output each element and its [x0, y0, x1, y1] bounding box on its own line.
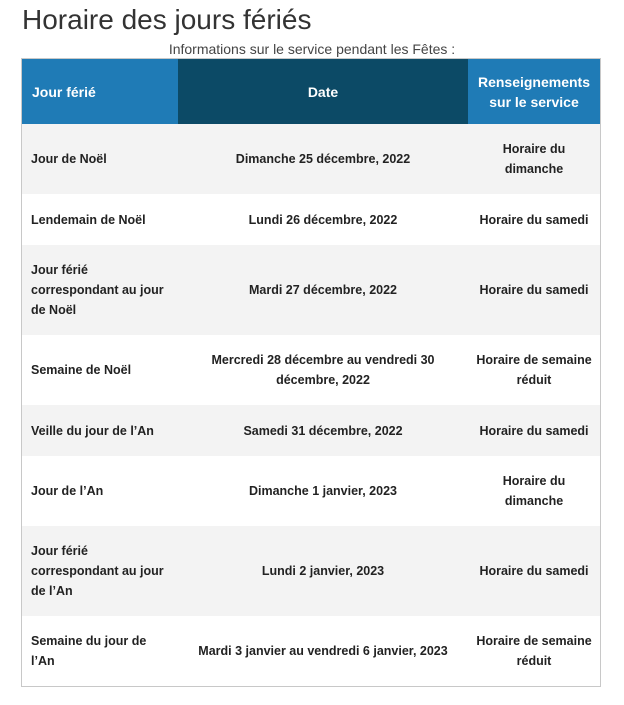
info-cell: Horaire du samedi [479, 564, 589, 578]
holiday-schedule-table [21, 58, 601, 687]
column-header-info: Renseignements sur le service [468, 59, 600, 124]
holiday-cell: Jour férié correspondant au jour de l’An [31, 544, 164, 598]
holiday-cell: Semaine du jour de l’An [31, 634, 147, 668]
info-cell: Horaire de semaine réduit [476, 353, 592, 387]
table-row [22, 124, 600, 194]
page-title: Horaire des jours fériés [22, 4, 312, 35]
date-cell: Samedi 31 décembre, 2022 [243, 423, 403, 438]
table-row [22, 526, 600, 616]
info-cell: Horaire de semaine réduit [476, 634, 592, 668]
holiday-cell: Semaine de Noël [31, 363, 132, 377]
holiday-cell: Veille du jour de l’An [31, 423, 154, 438]
date-cell: Mardi 27 décembre, 2022 [249, 283, 397, 297]
info-cell: Horaire du dimanche [502, 474, 566, 508]
table-row [22, 456, 600, 526]
table-row [22, 405, 600, 456]
date-cell: Lundi 2 janvier, 2023 [261, 564, 385, 578]
table-header-row [22, 59, 600, 124]
info-cell: Horaire du samedi [479, 423, 589, 438]
date-cell: Mardi 3 janvier au vendredi 6 janvier, 2023 [198, 644, 448, 658]
holiday-cell: Jour de l’An [31, 484, 104, 498]
date-cell: Lundi 26 décembre, 2022 [248, 212, 398, 227]
table-row [22, 245, 600, 335]
holiday-cell: Jour de Noël [31, 152, 107, 166]
page-subtitle: Informations sur le service pendant les Fêtes : [168, 41, 456, 57]
column-header-holiday: Jour férié [22, 59, 178, 124]
holiday-cell: Jour férié correspondant au jour de Noël [31, 263, 164, 317]
info-cell: Horaire du samedi [479, 212, 589, 227]
table-row [22, 194, 600, 245]
holiday-cell: Lendemain de Noël [31, 212, 146, 227]
date-cell: Mercredi 28 décembre au vendredi 30 décembre, 2022 [211, 353, 435, 387]
column-header-date: Date [178, 59, 468, 124]
info-cell: Horaire du samedi [479, 283, 589, 297]
date-cell: Dimanche 1 janvier, 2023 [248, 484, 397, 498]
info-cell: Horaire du dimanche [502, 142, 566, 176]
table-row [22, 335, 600, 405]
date-cell: Dimanche 25 décembre, 2022 [235, 152, 411, 166]
table-row [22, 616, 600, 686]
